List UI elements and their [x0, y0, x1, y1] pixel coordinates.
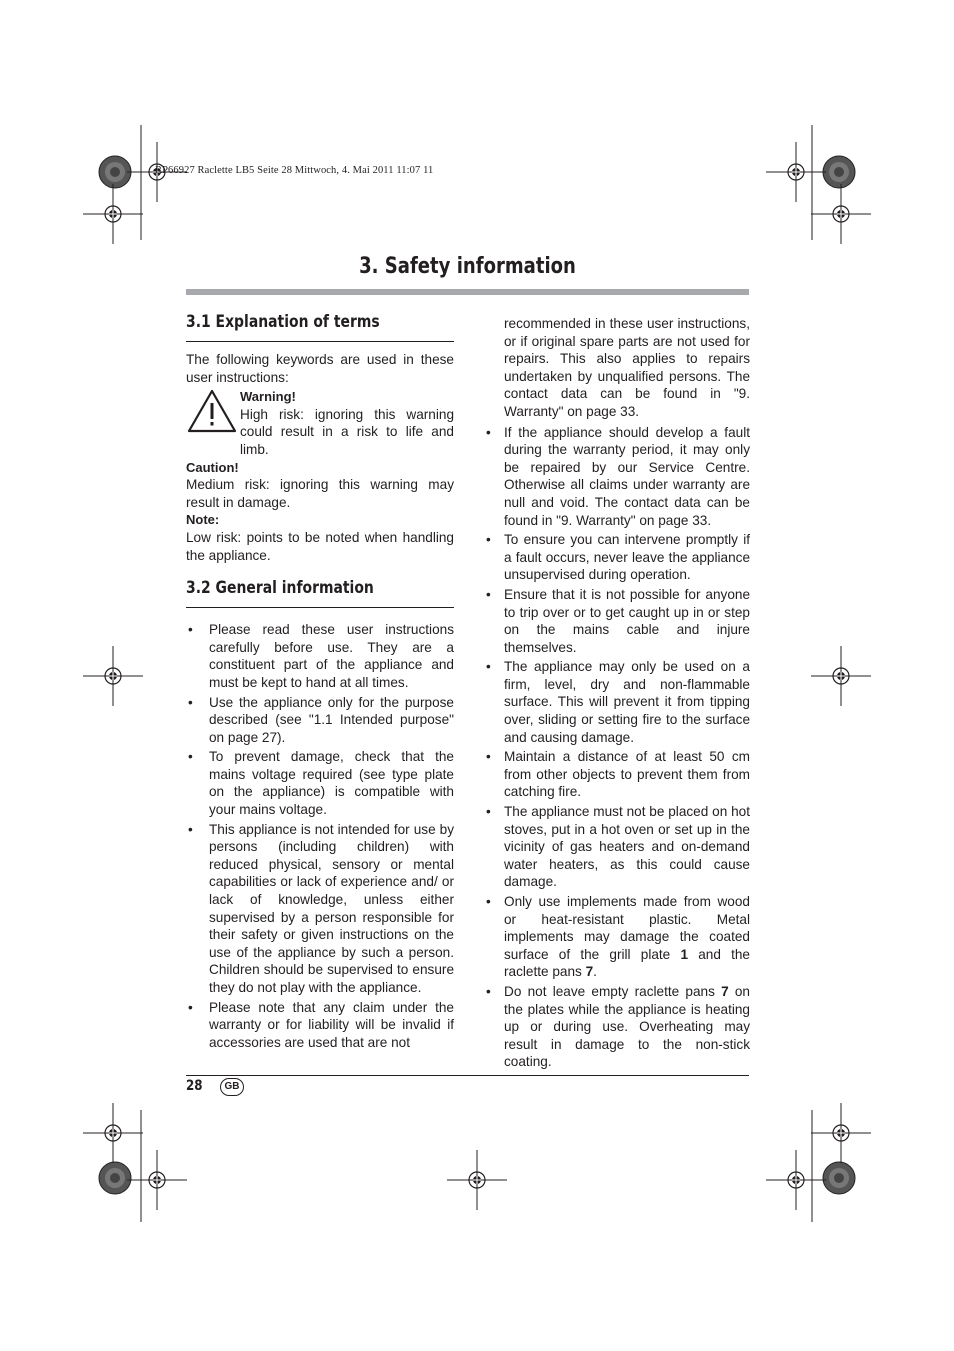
note-text: Low risk: points to be noted when handling the appliance.: [186, 529, 454, 563]
implements-text: .: [593, 964, 597, 980]
right-bullets: [484, 424, 750, 1071]
warning-block: [186, 388, 454, 458]
footer-rule: [186, 1075, 749, 1076]
right-column: [504, 315, 750, 1073]
section-heading-terms: 3.1 Explanation of terms: [186, 312, 380, 332]
list-item: • Please note that any claim under the warranty or for liability will be invalid if accessories are used that are not: [186, 999, 454, 1052]
caution-text: Medium risk: ignoring this warning may result in damage.: [186, 477, 454, 510]
note-label: Note:: [186, 512, 220, 528]
implements-text: Only use implements made from wood or heat-resistant plastic. Metal implements may damage the coated surface of the grill plate: [504, 894, 750, 962]
terms-intro: The following keywords are used in these user instructions:: [186, 352, 454, 385]
list-item: • The appliance may only be used on a firm, level, dry and non-flammable surface. This will prevent it from tipping over, sliding or setting fire to the surface and causing damage.: [484, 658, 750, 746]
warning-text: High risk: ignoring this warning could result in a risk to life and limb.: [240, 406, 454, 457]
section-heading-general: 3.2 General information: [186, 578, 374, 599]
implements-text: and the raclette pans: [504, 946, 750, 980]
raclette-pan-number: 7: [585, 964, 594, 980]
list-item: • Ensure that it is not possible for anyone to trip over or to get caught up in or step on the mains cable and injure themselves.: [484, 586, 750, 656]
list-item: [484, 893, 750, 981]
caution-label: Caution!: [186, 459, 239, 475]
section-rule: [186, 341, 454, 342]
page-number: 28: [186, 1078, 203, 1094]
left-column: [186, 312, 454, 1053]
pans-text: on the plates while the appliance is heating up or during use. Overheating may result in damage to the non-stick coating.: [504, 983, 750, 1070]
list-item: • This appliance is not intended for use by persons (including children) with reduced physical, sensory or mental capabilities or lack of experience and/ or lack of knowledge, unless either supervised by a person responsible for their safety or given instructions on the use of the appliance by such a person. Children should be supervised to ensure they do not play with the appliance.: [186, 821, 454, 997]
list-item: • Maintain a distance of at least 50 cm from other objects to prevent them from catching fire.: [484, 748, 750, 801]
pans-text: Do not leave empty raclette pans: [504, 983, 722, 999]
page-title: 3. Safety information: [359, 254, 576, 279]
language-badge: GB: [220, 1078, 244, 1096]
list-item: [484, 983, 750, 1071]
list-item: • Use the appliance only for the purpose described (see "1.1 Intended purpose" on page 27).: [186, 694, 454, 747]
section-rule: [186, 607, 454, 608]
general-bullets: [186, 621, 454, 1051]
list-item: • Please read these user instructions carefully before use. They are a constituent part of the appliance and must be kept to hand at all times.: [186, 621, 454, 691]
list-item: • If the appliance should develop a fault during the warranty period, it may only be repaired by our Service Centre. Otherwise all claims under warranty are null and void. The contact data can be found in "9. Warranty" on page 33.: [484, 424, 750, 530]
grill-plate-number: 1: [680, 946, 689, 962]
warning-label: Warning!: [240, 389, 296, 405]
list-item: • The appliance must not be placed on hot stoves, put in a hot oven or set up in the vicinity of gas heaters and on-demand water heaters, as this could cause damage.: [484, 803, 750, 891]
raclette-pan-number: 7: [721, 983, 729, 999]
continuation-text: recommended in these user instructions, or if original spare parts are not used for repairs. This also applies to repairs undertaken by unqualified persons. The contact data can be found in "9. Warranty" on page 33.: [504, 316, 750, 419]
print-slug: RP66927 Raclette LB5 Seite 28 Mittwoch, 4. Mai 2011 11:07 11: [155, 165, 434, 176]
terms-body: [186, 351, 454, 564]
list-item: • To prevent damage, check that the mains voltage required (see type plate on the appliance) is compatible with your mains voltage.: [186, 748, 454, 818]
warning-triangle-icon: [186, 388, 240, 458]
title-underline-bar: [186, 289, 749, 295]
list-item: • To ensure you can intervene promptly if a fault occurs, never leave the appliance unsupervised during operation.: [484, 531, 750, 584]
